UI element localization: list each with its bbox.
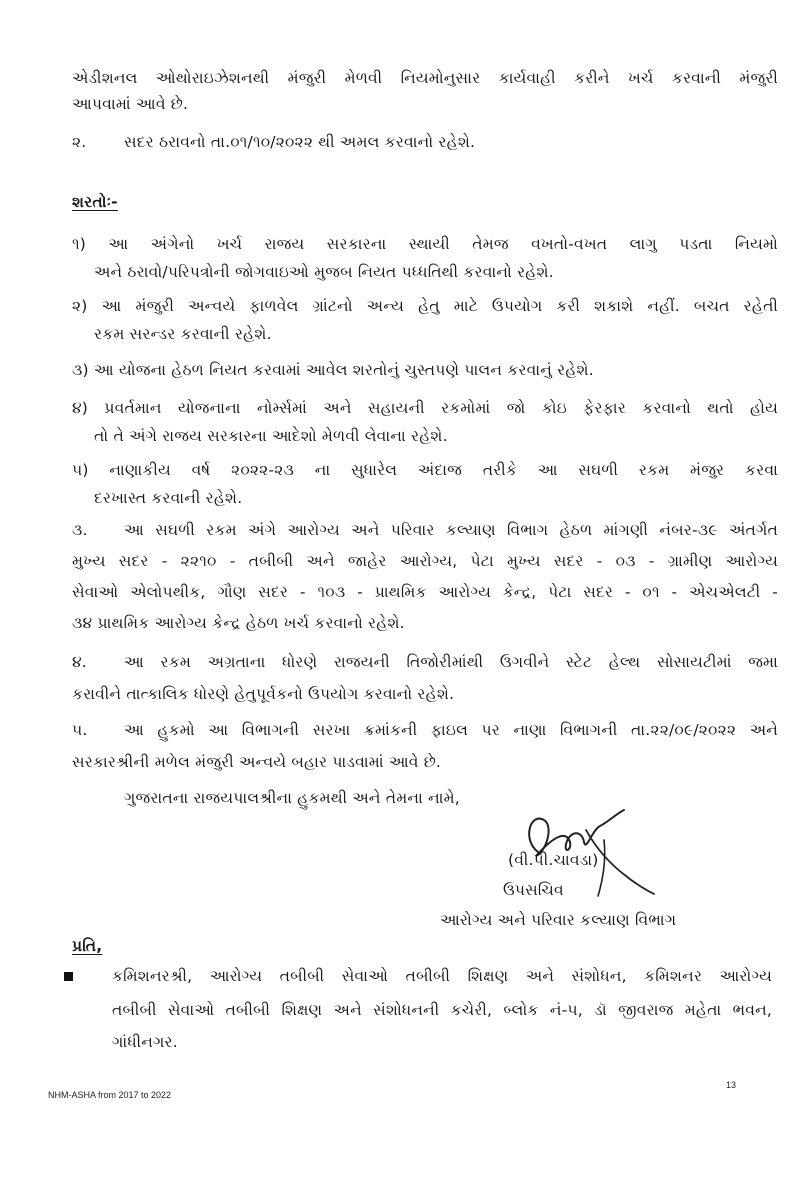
clause-3-line-2: મુખ્ય સદર - ૨૨૧૦ - તબીબી અને જાહેર આરોગ્ય, પેટા મુખ્ય સદર - ૦૩ - ગ્રામીણ આરોગ્ય <box>72 552 778 570</box>
page-number: 13 <box>726 1080 737 1090</box>
clause-3-line-4: ૩૪ પ્રાથમિક આરોગ્ય કેન્દ્ર હેઠળ ખર્ચ કરવાનો રહેશે. <box>72 614 405 632</box>
signatory-department: આરોગ્ય અને પરિવાર કલ્યાણ વિભાગ <box>440 911 677 929</box>
condition-5-line-1: ૫) નાણાકીય વર્ષ ૨૦૨૨-૨૩ ના સુધારેલ અંદાજ તરીકે આ સઘળી રકમ મંજુર કરવા <box>72 461 778 479</box>
intro-line-1: એડીશનલ ઓથોરાઇઝેશનથી મંજુરી મેળવી નિયમોનુસાર કાર્યવાહી કરીને ખર્ચ કરવાની મંજુરી <box>72 69 778 87</box>
clause-4-number: ૪. <box>72 653 87 671</box>
intro-line-2: આપવામાં આવે છે. <box>72 95 189 113</box>
copy-to-line-3: ગાંધીનગર. <box>112 1033 178 1051</box>
governor-order-line: ગુજરાતના રાજયપાલશ્રીના હુકમથી અને તેમના નામે, <box>124 789 460 807</box>
clause-4-line-1: આ રકમ અગ્રતાના ધોરણે રાજયની તિજોરીમાંથી ઉગવીને સ્ટેટ હેલ્થ સોસાયટીમાં જમા <box>124 653 778 671</box>
clause-2-number: ૨. <box>72 133 87 151</box>
copy-to-line-1: કમિશનરશ્રી, આરોગ્ય તબીબી સેવાઓ તબીબી શિક્ષણ અને સંશોધન, કમિશનર આરોગ્ય <box>112 967 772 985</box>
condition-2-line-2: રકમ સરન્ડર કરવાની રહેશે. <box>94 325 272 343</box>
clause-3-line-1: આ સઘળી રકમ અંગે આરોગ્ય અને પરિવાર કલ્યાણ વિભાગ હેઠળ માંગણી નંબર-૩૯ અંતર્ગત <box>124 521 778 539</box>
signatory-designation: ઉપસચિવ <box>503 881 564 899</box>
clause-5-line-2: સરકારશ્રીની મળેલ મંજુરી અન્વયે બહાર પાડવામાં આવે છે. <box>72 753 442 771</box>
condition-5-line-2: દરખાસ્ત કરવાની રહેશે. <box>94 489 243 507</box>
condition-1-line-1: ૧) આ અંગેનો ખર્ચ રાજય સરકારના સ્થાયી તેમજ વખતો-વખત લાગુ પડતા નિયમો <box>72 235 778 253</box>
condition-1-line-2: અને ઠરાવો/પરિપત્રોની જોગવાઇઓ મુજબ નિયત પધ્ધતિથી કરવાનો રહેશે. <box>94 263 554 281</box>
clause-5-number: ૫. <box>72 721 88 739</box>
clause-3-number: ૩. <box>72 521 88 539</box>
copy-to-heading: પ્રતિ, <box>72 937 103 955</box>
clause-3-line-3: સેવાઓ એલોપથીક, ગૌણ સદર - ૧૦૩ - પ્રાથમિક આરોગ્ય કેન્દ્ર, પેટા સદર - ૦૧ - એચએલટી - <box>72 583 778 601</box>
condition-4-line-1: ૪) પ્રવર્તમાન યોજનાના નોર્મ્સમાં અને સહાયની રકમોમાં જો કોઇ ફેરફાર કરવાનો થતો હોય <box>72 399 778 417</box>
condition-2-line-1: ૨) આ મંજુરી અન્વયે ફાળવેલ ગ્રાંટનો અન્ય હેતુ માટે ઉપયોગ કરી શકાશે નહીં. બચત રહેતી <box>72 297 778 315</box>
signatory-name: (વી.પી.ચાવડા) <box>508 851 599 869</box>
copy-to-line-2: તબીબી સેવાઓ તબીબી શિક્ષણ અને સંશોધનની કચેરી, બ્લોક નં-૫, ડૉ જીવરાજ મહેતા ભવન, <box>112 1001 772 1019</box>
condition-3-line-1: ૩) આ યોજના હેઠળ નિયત કરવામાં આવેલ શરતોનું ચુસ્તપણે પાલન કરવાનું રહેશે. <box>72 361 594 379</box>
clause-5-line-1: આ હુકમો આ વિભાગની સરખા ક્રમાંકની ફાઇલ પર નાણા વિભાગની તા.૨૨/૦૯/૨૦૨૨ અને <box>124 721 778 739</box>
conditions-heading: શરતોઃ- <box>72 193 118 211</box>
clause-4-line-2: કરાવીને તાત્કાલિક ધોરણે હેતુપૂર્વકનો ઉપયોગ કરવાનો રહેશે. <box>72 685 455 703</box>
bullet-icon <box>64 972 73 981</box>
clause-2-text: સદર ઠરાવનો તા.૦૧/૧૦/૨૦૨૨ થી અમલ કરવાનો રહેશે. <box>124 133 476 151</box>
condition-4-line-2: તો તે અંગે રાજય સરકારના આદેશો મેળવી લેવાના રહેશે. <box>94 427 448 445</box>
footer-reference: NHM-ASHA from 2017 to 2022 <box>48 1090 172 1100</box>
